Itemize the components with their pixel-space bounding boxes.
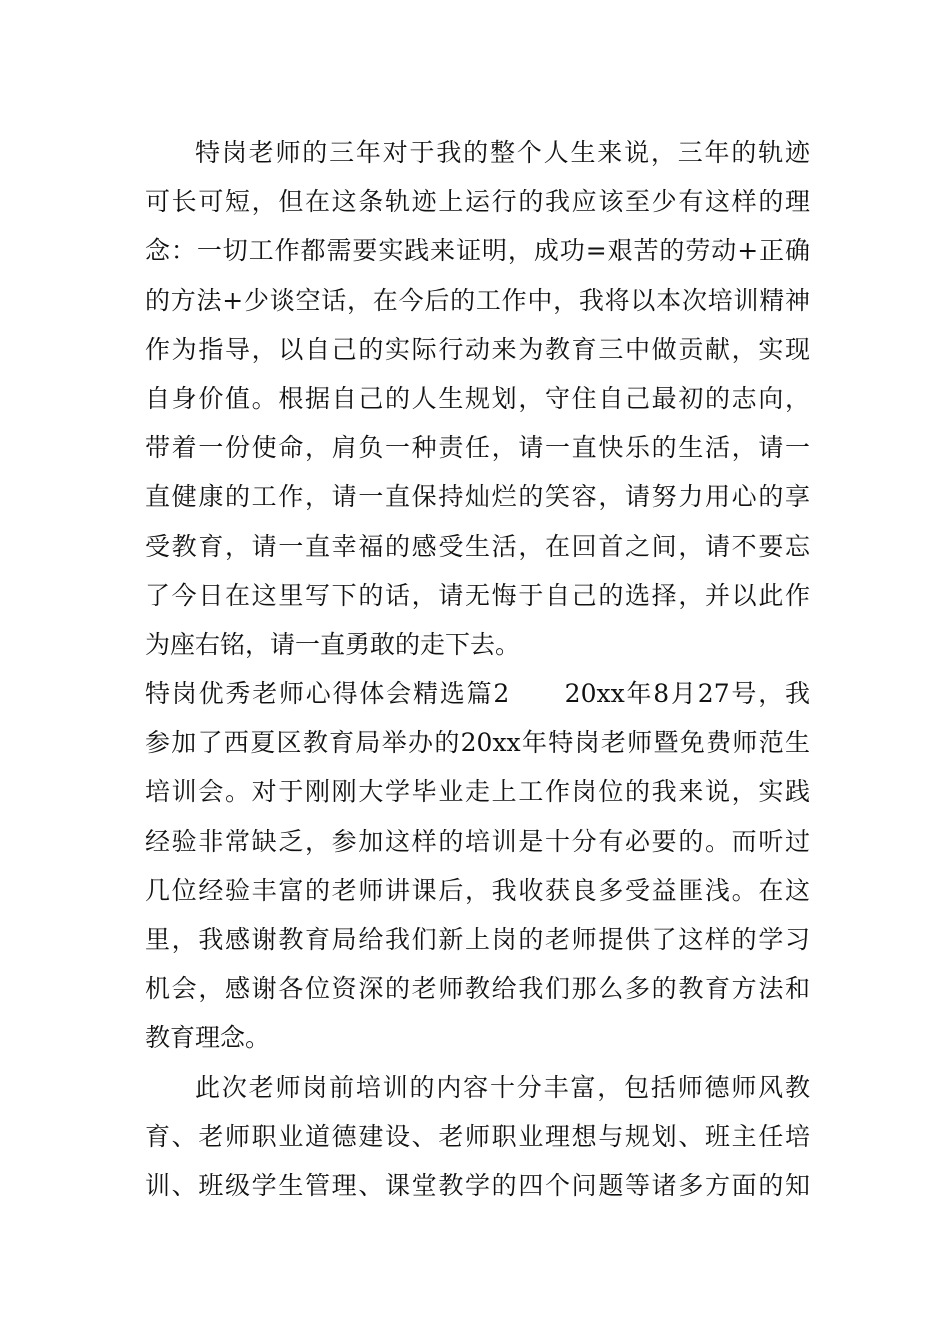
paragraph-line: 带着一份使命，肩负一种责任，请一直快乐的生活，请一 (145, 433, 810, 463)
paragraph-line: 为座右铭，请一直勇敢的走下去。 (145, 629, 521, 659)
paragraph-line: 几位经验丰富的老师讲课后，我收获良多受益匪浅。在这 (145, 875, 810, 905)
paragraph-line: 经验非常缺乏，参加这样的培训是十分有必要的。而听过 (145, 826, 810, 856)
paragraph-line: 里，我感谢教育局给我们新上岗的老师提供了这样的学习 (145, 925, 810, 954)
paragraph-line: 此次老师岗前培训的内容十分丰富，包括师德师风教 (195, 1072, 810, 1102)
paragraph-line: 念：一切工作都需要实践来证明，成功=艰苦的劳动+正确 (145, 236, 810, 266)
paragraph-line: 参加了西夏区教育局举办的20xx年特岗老师暨免费师范生 (145, 728, 810, 758)
paragraph-line: 受教育，请一直幸福的感受生活，在回首之间，请不要忘 (145, 531, 810, 561)
paragraph-line: 了今日在这里写下的话，请无悔于自己的选择，并以此作 (145, 580, 810, 610)
section-heading-line: 特岗优秀老师心得体会精选篇2 20xx年8月27号，我 (145, 679, 810, 709)
paragraph-line: 教育理念。 (145, 1023, 271, 1053)
paragraph-line: 特岗老师的三年对于我的整个人生来说，三年的轨迹 (195, 138, 810, 167)
paragraph-line: 培训会。对于刚刚大学毕业走上工作岗位的我来说，实践 (145, 777, 810, 807)
paragraph-line: 的方法+少谈空话，在今后的工作中，我将以本次培训精神 (145, 285, 810, 315)
paragraph-line: 可长可短，但在这条轨迹上运行的我应该至少有这样的理 (145, 187, 810, 217)
paragraph-line: 育、老师职业道德建设、老师职业理想与规划、班主任培 (145, 1121, 810, 1151)
paragraph-line: 作为指导，以自己的实际行动来为教育三中做贡献，实现 (145, 334, 810, 364)
paragraph-line: 训、班级学生管理、课堂教学的四个问题等诸多方面的知 (145, 1170, 810, 1200)
paragraph-line: 自身价值。根据自己的人生规划，守住自己最初的志向， (145, 383, 810, 413)
paragraph-line: 直健康的工作，请一直保持灿烂的笑容，请努力用心的享 (145, 482, 810, 512)
paragraph-line: 机会，感谢各位资深的老师教给我们那么多的教育方法和 (145, 974, 810, 1004)
document-body (145, 128, 810, 1210)
